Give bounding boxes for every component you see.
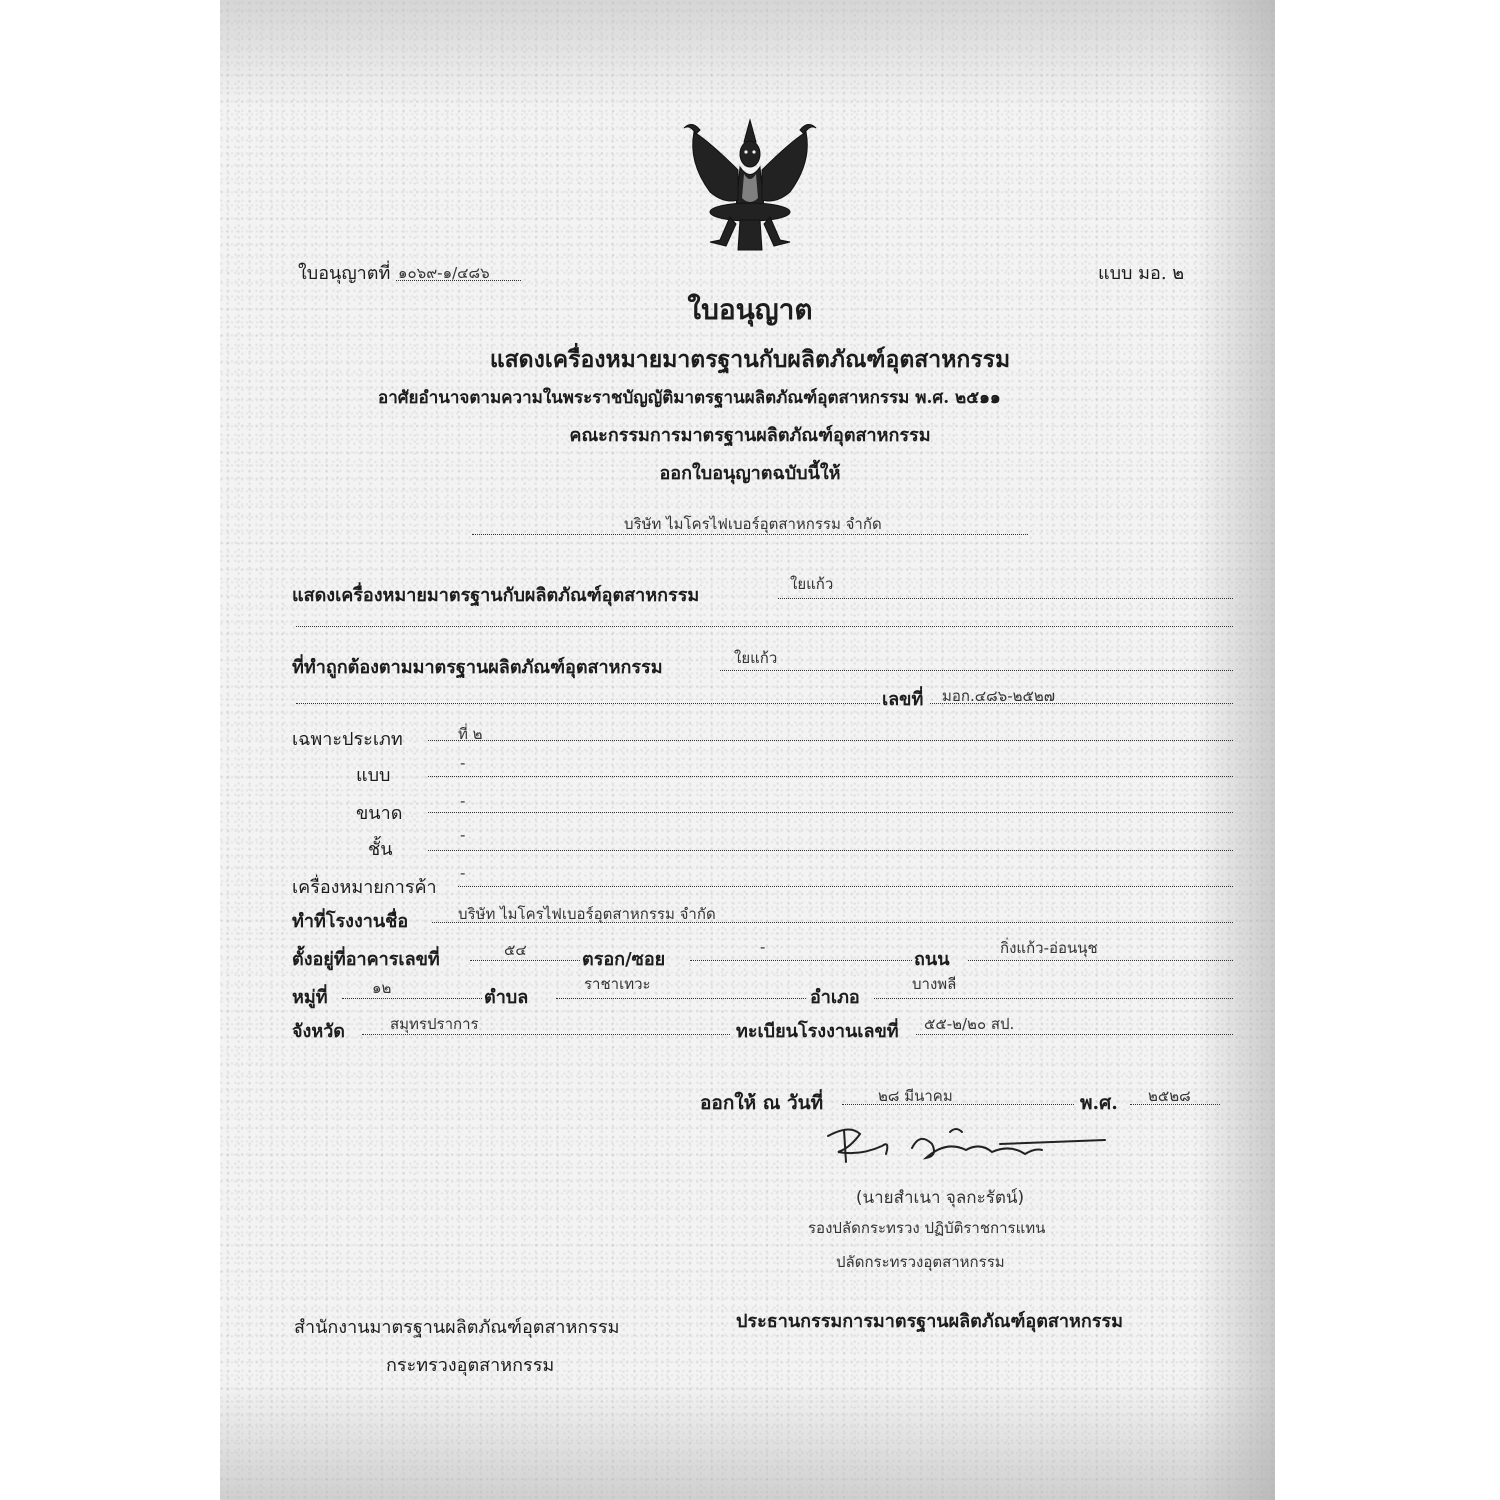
road-line [968,960,1233,961]
province-value: สมุทรปราการ [390,1015,479,1033]
size-value: - [460,792,466,810]
scan-shadow-bottom [220,1380,1275,1500]
tambon-value: ราชาเทวะ [584,975,651,993]
tambon-label: ตำบล [484,987,529,1008]
bldg-line [470,960,580,961]
document-title: ใบอนุญาต [687,293,813,326]
signatory-name: (นายสำเนา จุลกะรัตน์) [855,1188,1025,1208]
type-value: ที่ ๒ [458,725,483,743]
footer-chairman: ประธานกรรมการมาตรฐานผลิตภัณฑ์อุตสาหกรรม [736,1311,1123,1332]
class-label: ชั้น [368,839,393,860]
size-line [428,812,1233,813]
factory-label: ทำที่โรงงานชื่อ [292,911,409,932]
be-label: พ.ศ. [1080,1092,1118,1114]
license-no-value: ๑๐๖๙-๑/๔๘๖ [398,264,490,282]
amphoe-label: อำเภอ [810,987,860,1008]
trademark-value: - [460,864,466,882]
tambon-line [556,998,806,999]
license-no-line [396,280,521,281]
type-line [428,740,1233,741]
alley-label: ตรอก/ซอย [582,949,666,970]
road-value: กิ่งแก้ว-อ่อนนุช [1000,939,1098,957]
form-code: แบบ มอ. ๒ [1098,263,1185,284]
conform-label: ที่ทำถูกต้องตามมาตรฐานผลิตภัณฑ์อุตสาหกรรม [292,657,663,678]
signatory-position-1: รองปลัดกระทรวง ปฏิบัติราชการแทน [808,1219,1046,1237]
factory-line [432,922,1233,923]
license-no-label: ใบอนุญาตที่ [298,263,391,284]
mark-line-2 [296,626,1233,627]
mark-line [778,598,1233,599]
moo-line [342,998,482,999]
std-leading-line [296,703,880,704]
std-no-line [930,703,1233,704]
issue-date-value: ๒๘ มีนาคม [878,1087,953,1105]
class-line [428,850,1233,851]
reg-value: ๕๕-๒/๒๐ สป. [924,1015,1015,1033]
document-subtitle: แสดงเครื่องหมายมาตรฐานกับผลิตภัณฑ์อุตสาหกรรม [489,346,1011,373]
bldg-value: ๕๔ [504,941,527,959]
be-line [1130,1104,1220,1105]
conform-line [720,670,1233,671]
reg-label: ทะเบียนโรงงานเลขที่ [736,1021,899,1042]
std-no-value: มอก.๔๘๖-๒๕๒๗ [942,687,1056,705]
province-line [362,1034,730,1035]
mark-label: แสดงเครื่องหมายมาตรฐานกับผลิตภัณฑ์อุตสาหกรรม [292,585,700,606]
reg-line [916,1034,1233,1035]
authority-line: อาศัยอำนาจตามความในพระราชบัญญัติมาตรฐานผลิตภัณฑ์อุตสาหกรรม พ.ศ. ๒๕๑๑ [378,388,1001,408]
licensee-line [472,534,1028,535]
bldg-label: ตั้งอยู่ที่อาคารเลขที่ [292,949,440,970]
mark-value: ใยแก้ว [790,575,834,593]
amphoe-value: บางพลี [912,975,957,993]
licensee-name: บริษัท ไมโครไฟเบอร์อุตสาหกรรม จำกัด [624,515,882,533]
model-label: แบบ [356,765,391,786]
conform-value: ใยแก้ว [734,649,778,667]
trademark-line [458,886,1233,887]
alley-line [690,960,912,961]
type-label: เฉพาะประเภท [292,729,403,750]
size-label: ขนาด [356,803,403,824]
model-value: - [460,754,466,772]
handwritten-signature [820,1120,1110,1170]
issue-date-label: ออกให้ ณ วันที่ [700,1092,824,1114]
std-no-label: เลขที่ [882,689,924,710]
moo-label: หมู่ที่ [292,987,328,1008]
moo-value: ๑๒ [372,979,392,997]
issue-date-line [842,1104,1074,1105]
trademark-label: เครื่องหมายการค้า [292,877,437,898]
alley-value: - [760,938,766,956]
model-line [428,776,1233,777]
factory-value: บริษัท ไมโครไฟเบอร์อุตสาหกรรม จำกัด [458,905,716,923]
issue-line: ออกใบอนุญาตฉบับนี้ให้ [659,463,841,484]
class-value: - [460,826,466,844]
signatory-position-2: ปลัดกระทรวงอุตสาหกรรม [836,1253,1005,1271]
scan-shadow-top [220,0,1275,110]
footer-office: สำนักงานมาตรฐานผลิตภัณฑ์อุตสาหกรรม [294,1317,620,1338]
committee-line: คณะกรรมการมาตรฐานผลิตภัณฑ์อุตสาหกรรม [569,425,931,446]
garuda-emblem-icon [680,112,820,257]
be-value: ๒๕๒๘ [1148,1087,1191,1105]
amphoe-line [874,998,1233,999]
road-label: ถนน [914,949,950,970]
footer-ministry: กระทรวงอุตสาหกรรม [386,1355,555,1376]
province-label: จังหวัด [292,1021,345,1042]
scan-shadow-right [1195,0,1275,1500]
